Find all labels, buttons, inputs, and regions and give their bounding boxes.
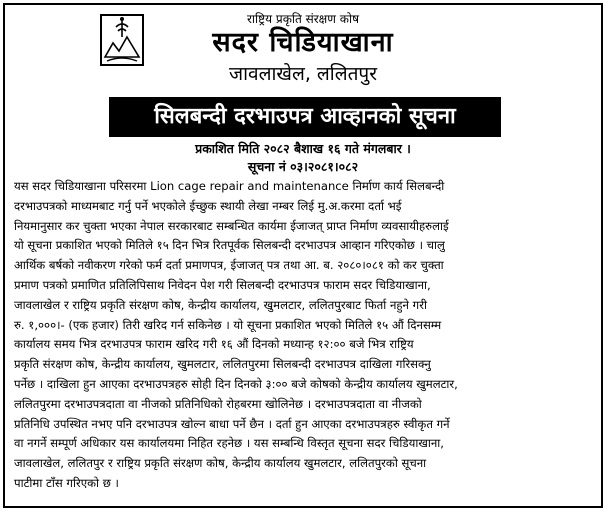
organization-name: राष्ट्रिय प्रकृति संरक्षण कोष: [246, 12, 360, 26]
body-line: ललितपुरमा दरभाउपत्रदाता वा नीजको प्रतिनिधिको रोहबरमा खोलिनेछ । दरभाउपत्रदाता वा नीजको: [14, 396, 422, 411]
body-line: पाटीमा टाँस गरिएको छ ।: [14, 475, 119, 490]
page-title: सदर चिडियाखाना: [212, 27, 394, 58]
body-line: जावलाखेल र राष्ट्रिय प्रकृति संरक्षण कोष, केन्द्रीय कार्यालय, खुमलटार, ललितपुरबाट फिर्ता नहुने गरी: [14, 297, 427, 312]
address: जावलाखेल, ललितपुर: [229, 63, 377, 85]
body-line: कार्यालय समय भित्र दरभाउपत्र फाराम खरिद गरी १६ औं दिनको मध्यान्ह १२:०० बजे भित्र राष्ट्रिय: [14, 337, 414, 352]
notice-frame: [3, 3, 603, 508]
body-line: दरभाउपत्रको माध्यमबाट गर्नु पर्ने भएकोले ईच्छुक स्थायी लेखा नम्बर लिई मु.अ.करमा दर्ता भई: [14, 198, 402, 213]
notice-number: सूचना नं ०३।२०८१।०८२: [247, 159, 359, 174]
body-line: नियमानुसार कर चुक्ता भएका नेपाल सरकारबाट सम्बन्धित कार्यमा ईजाजत् प्राप्त निर्माण व्यवसायीहरुलाई: [14, 218, 449, 233]
body-line: जावलाखेल, ललितपुर र राष्ट्रिय प्रकृति संरक्षण कोष, केन्द्रीय कार्यालय खुमलटार, ललितपुरको सूचना: [14, 456, 427, 471]
body-line: पर्नेछ । दाखिला हुन आएका दरभाउपत्रहरु सोही दिन दिनको ३:०० बजे कोषको केन्द्रीय कार्यालय खुमलटार,: [14, 376, 458, 391]
body-line: यो सूचना प्रकाशित भएको मितिले १५ दिन भित्र रितपूर्वक सिलबन्दी दरभाउपत्र आव्हान गरिएकोछ । चालु: [14, 238, 445, 253]
body-line: रु. १,०००।- (एक हजार) तिरी खरिद गर्न सकिनेछ । यो सूचना प्रकाशित भएको मितिले १५ औं दिनसम्म: [14, 317, 442, 332]
notice-banner: सिलबन्दी दरभाउपत्र आव्हानको सूचना: [109, 97, 501, 137]
body-line: यस सदर चिडियाखाना परिसरमा Lion cage repair and maintenance निर्माण कार्य सिलबन्दी: [14, 179, 445, 193]
body-line: प्रतिनिधि उपस्थित नभए पनि दरभाउपत्र खोल्न बाधा पर्ने छैन । दर्ता हुन आएका दरभाउपत्रहरु स्वीकृत गर्ने: [14, 416, 450, 431]
body-line: प्रकृति संरक्षण कोष, केन्द्रीय कार्यालय, खुमलटार, ललितपुरमा सिलबन्दी दरभाउपत्र दाखिला गरिसक्नु: [14, 357, 431, 372]
notice-body: [14, 177, 596, 494]
published-date: प्रकाशित मिति २०८२ बैशाख १६ गते मंगलबार ।: [195, 141, 411, 156]
body-line: प्रमाण पत्रको प्रमाणित प्रतिलिपिसाथ निवेदन पेश गरी सिलबन्दी दरभाउपत्र फाराम सदर चिडियाखाना,: [14, 277, 431, 292]
body-line: आर्थिक बर्षको नवीकरण गरेको फर्म दर्ता प्रमाणपत्र, ईजाजत् पत्र तथा आ. ब. २०८०।०८१ को कर चुक्ता: [14, 258, 444, 273]
body-line: वा नगर्ने सम्पूर्ण अधिकार यस कार्यालयमा निहित रहनेछ । यस सम्बन्धि विस्तृत सूचना सदर चिडियाखाना,: [14, 436, 444, 451]
